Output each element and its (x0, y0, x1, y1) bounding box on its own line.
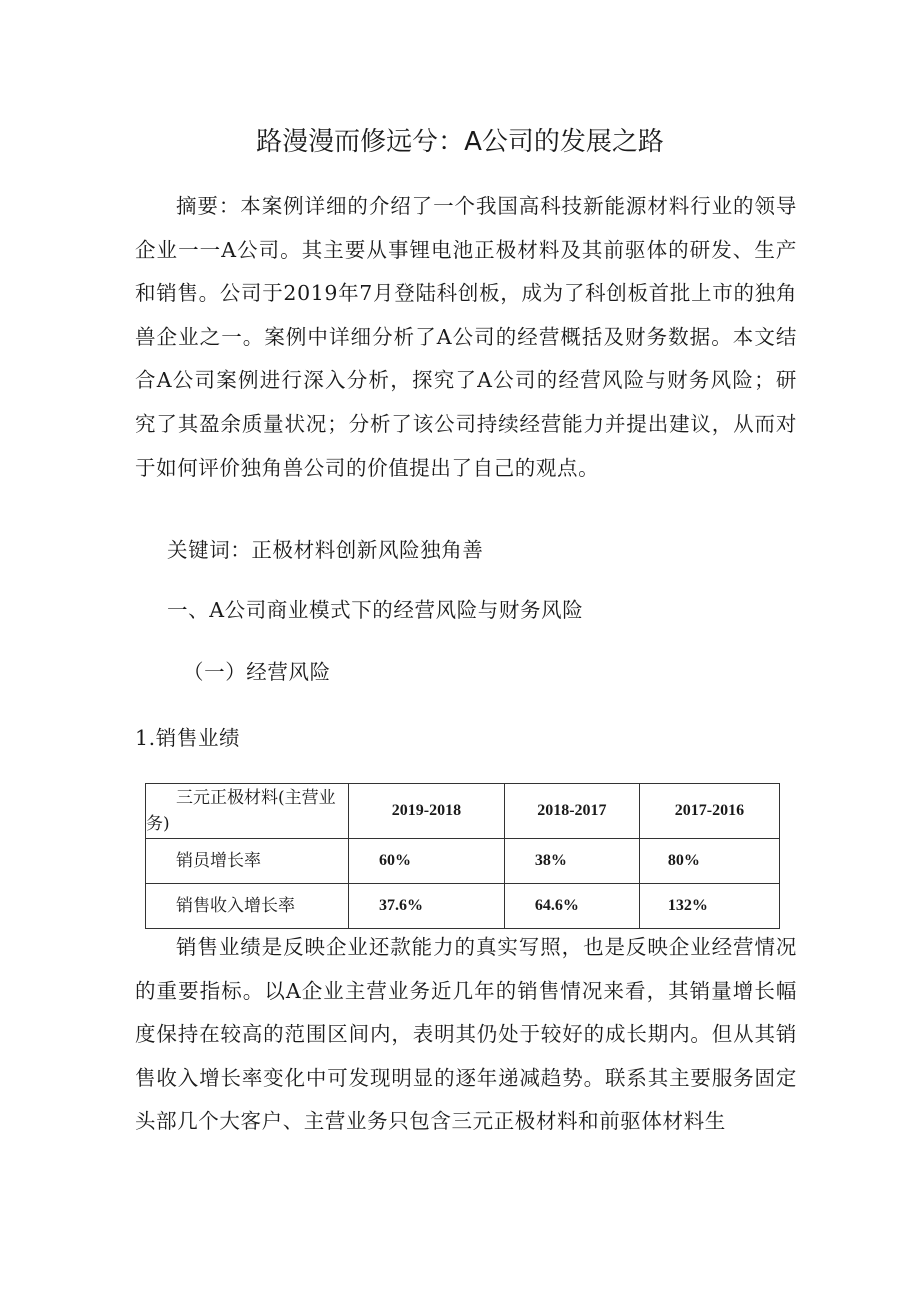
sales-table (145, 783, 780, 929)
table-cell: 60% (349, 839, 505, 884)
subsection-heading: （一）经营风险 (183, 660, 331, 684)
table-row-label: 销员增长率 (146, 839, 349, 884)
abstract-paragraph: 摘要：本案例详细的介绍了一个我国高科技新能源材料行业的领导企业一一A公司。其主要从事锂电池正极材料及其前驱体的研发、生产和销售。公司于2019年7月登陆科创板，成为了科创板首批上市的独角兽企业之一。案例中详细分析了A公司的经营概括及财务数据。本文结合A公司案例进行深入分析，探究了A公司的经营风险与财务风险；研究了其盈余质量状况；分析了该公司持续经营能力并提出建议，从而对于如何评价独角兽公司的价值提出了自己的观点。 (135, 194, 797, 480)
table-header-cell: 2019-2018 (349, 784, 505, 839)
table-cell: 80% (639, 839, 779, 884)
section-heading: 一、A公司商业模式下的经营风险与财务风险 (167, 598, 584, 622)
table-cell: 37.6% (349, 884, 505, 929)
table-cell: 38% (504, 839, 639, 884)
document-title: 路漫漫而修远兮：A公司的发展之路 (256, 127, 664, 157)
body-paragraph: 销售业绩是反映企业还款能力的真实写照，也是反映企业经营情况的重要指标。以A企业主营业务近几年的销售情况来看，其销量增长幅度保持在较高的范围区间内，表明其仍处于较好的成长期内。但从其销售收入增长率变化中可发现明显的逐年递减趋势。联系其主要服务固定头部几个大客户、主营业务只包含三元正极材料和前驱体材料生 (135, 935, 797, 1134)
keywords-line: 关键词：正极材料创新风险独角善 (167, 538, 484, 562)
table-cell: 64.6% (504, 884, 639, 929)
item-heading: 1.销售业绩 (135, 726, 241, 750)
table-row (146, 839, 780, 884)
table-header-row (146, 784, 780, 839)
table-header-cell: 2017-2016 (639, 784, 779, 839)
table-header-cell: 2018-2017 (504, 784, 639, 839)
table-cell: 132% (639, 884, 779, 929)
table-row (146, 884, 780, 929)
table-row-label: 销售收入增长率 (146, 884, 349, 929)
table-header-cell: 三元正极材料(主营业务) (146, 784, 349, 839)
